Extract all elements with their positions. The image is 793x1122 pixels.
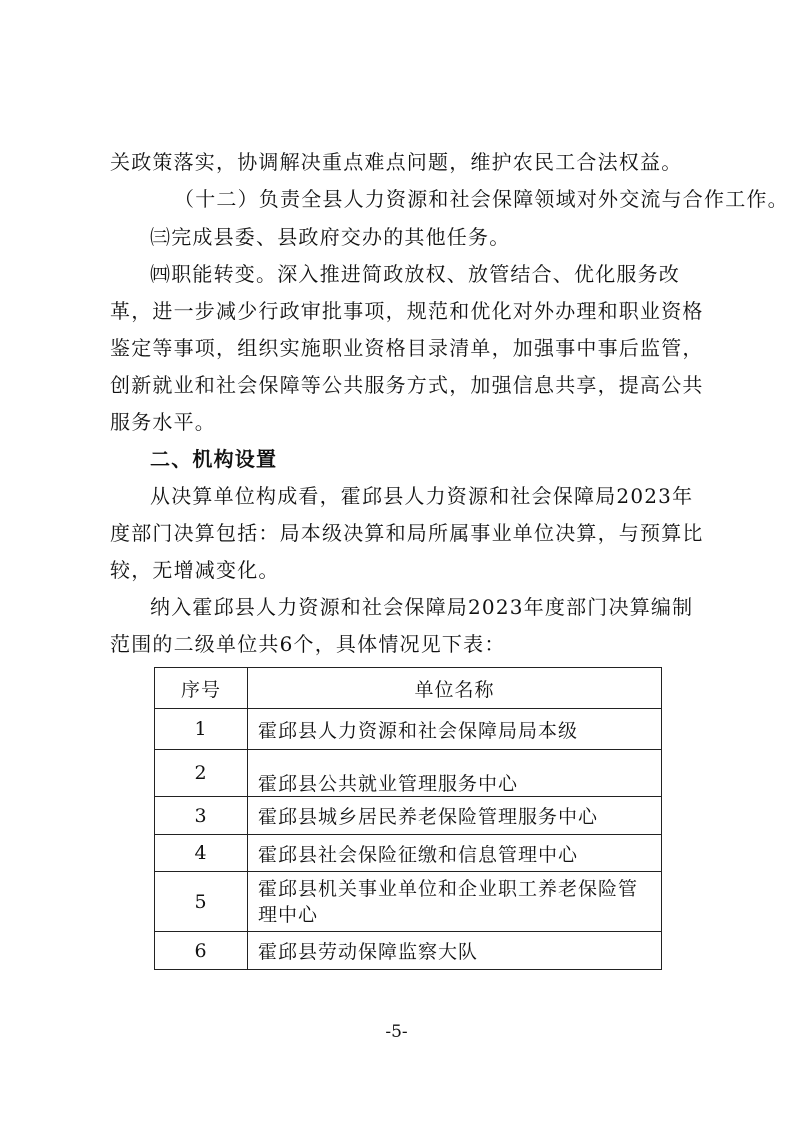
table-row xyxy=(155,709,662,750)
paragraph-line: 服务水平。 xyxy=(110,410,216,434)
page-number: -5- xyxy=(385,1022,408,1042)
table-row xyxy=(155,797,662,835)
paragraph-line: ㈣职能转变。深入推进简政放权、放管结合、优化服务改 xyxy=(150,262,680,286)
row-seq: 1 xyxy=(155,709,248,750)
row-name xyxy=(248,872,662,932)
row-name: 霍邱县城乡居民养老保险管理服务中心 xyxy=(248,797,662,835)
row-seq: 5 xyxy=(155,872,248,932)
paragraph-line: 纳入霍邱县人力资源和社会保障局2023年度部门决算编制 xyxy=(150,595,694,619)
paragraph-line: 范围的二级单位共6个，具体情况见下表： xyxy=(110,632,506,656)
paragraph-line: 关政策落实，协调解决重点难点问题，维护农民工合法权益。 xyxy=(110,150,683,174)
paragraph-line: 从决算单位构成看，霍邱县人力资源和社会保障局2023年 xyxy=(150,484,694,508)
row-name: 霍邱县人力资源和社会保障局局本级 xyxy=(248,709,662,750)
row-seq: 3 xyxy=(155,797,248,835)
row-name: 霍邱县社会保险征缴和信息管理中心 xyxy=(248,835,662,872)
paragraph-line: （十二）负责全县人力资源和社会保障领域对外交流与合作工作。 xyxy=(174,187,789,211)
row-seq: 6 xyxy=(155,932,248,970)
units-table xyxy=(154,667,662,970)
table-row xyxy=(155,872,662,932)
paragraph-line: 创新就业和社会保障等公共服务方式，加强信息共享，提高公共 xyxy=(110,373,704,397)
row-seq: 2 xyxy=(155,750,248,797)
row-name-line: 理中心 xyxy=(258,903,319,926)
row-name-line: 霍邱县机关事业单位和企业职工养老保险管 xyxy=(258,877,639,900)
table-row xyxy=(155,932,662,970)
row-name: 霍邱县劳动保障监察大队 xyxy=(248,932,662,970)
row-name: 霍邱县公共就业管理服务中心 xyxy=(248,750,662,797)
column-header-name: 单位名称 xyxy=(248,668,662,709)
row-seq: 4 xyxy=(155,835,248,872)
section-heading: 二、机构设置 xyxy=(150,447,278,471)
column-header-seq: 序号 xyxy=(155,668,248,709)
paragraph-line: ㈢完成县委、县政府交办的其他任务。 xyxy=(150,225,511,249)
table-row xyxy=(155,835,662,872)
paragraph-line: 较，无增减变化。 xyxy=(110,558,280,582)
paragraph-line: 度部门决算包括：局本级决算和局所属事业单位决算，与预算比 xyxy=(110,521,704,545)
table-header-row xyxy=(155,668,662,709)
paragraph-line: 革，进一步减少行政审批事项，规范和优化对外办理和职业资格 xyxy=(110,299,704,323)
table-row xyxy=(155,750,662,797)
paragraph-line: 鉴定等事项，组织实施职业资格目录清单，加强事中事后监管， xyxy=(110,336,704,360)
